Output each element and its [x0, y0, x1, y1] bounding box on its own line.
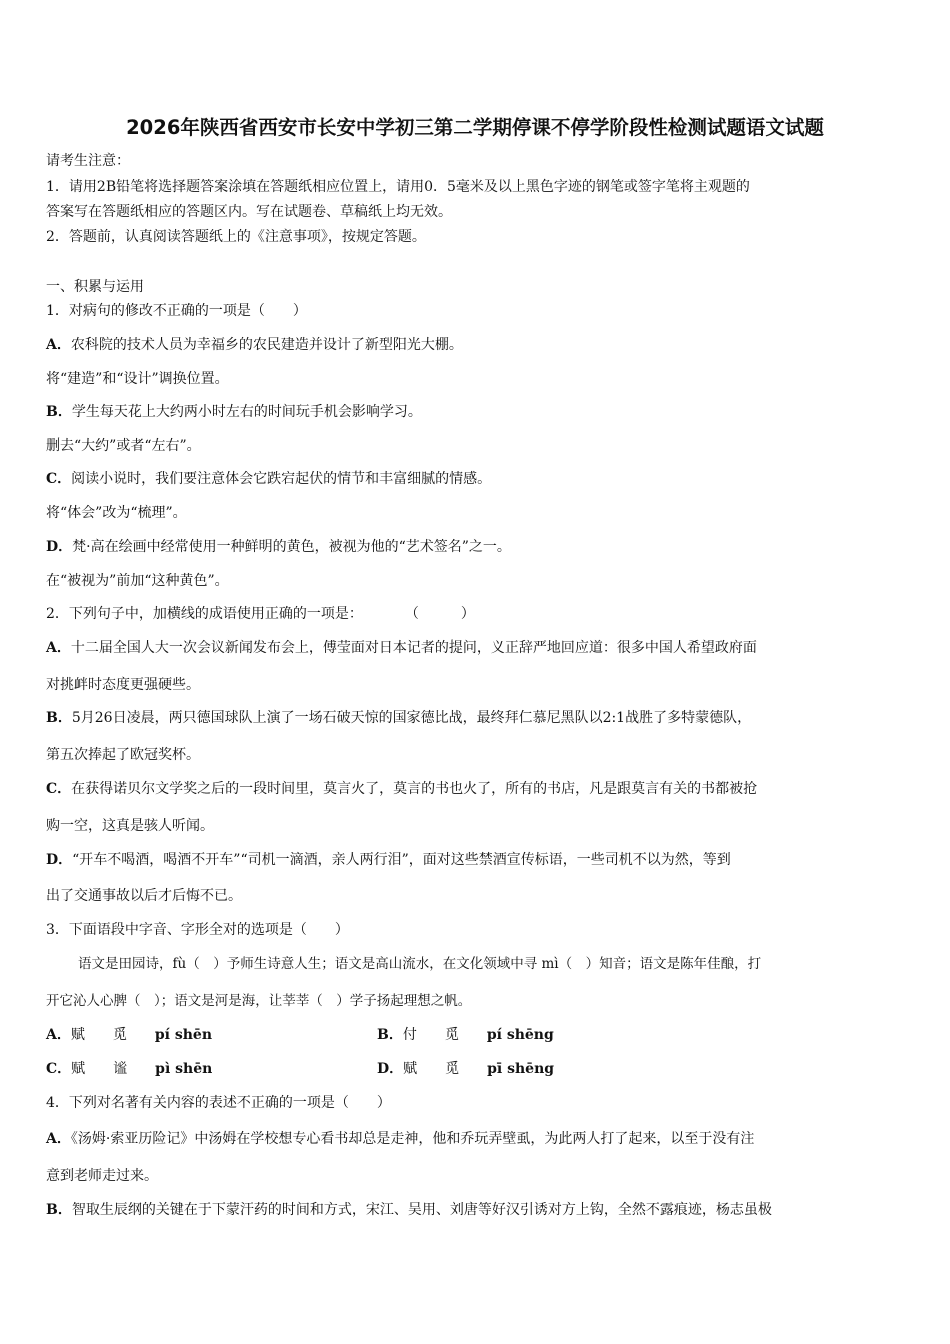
- option-label: C．: [46, 1061, 72, 1077]
- q1-option-c-fix: 将“体会”改为“梳理”。: [46, 505, 187, 521]
- option-label: A．: [46, 1027, 71, 1043]
- q1-option-b: B．学生每天花上大约两小时左右的时间玩手机会影响学习。: [46, 404, 422, 420]
- notice-item-1b: 答案写在答题纸相应的答题区内。写在试题卷、草稿纸上均无效。: [46, 204, 452, 220]
- question-1: 1．对病句的修改不正确的一项是（ ）: [46, 303, 307, 319]
- option-pinyin: pí shēng: [486, 1027, 554, 1043]
- option-char-2: 觅: [112, 1027, 127, 1043]
- option-char-1: 付: [402, 1027, 417, 1043]
- option-pinyin: pì shēn: [155, 1061, 213, 1077]
- q3-option-b: [377, 1025, 554, 1045]
- q1-option-d: D．梵·高在绘画中经常使用一种鲜明的黄色，被视为他的“艺术签名”之一。: [46, 539, 511, 555]
- q1-option-a: A．农科院的技术人员为幸福乡的农民建造并设计了新型阳光大棚。: [46, 337, 463, 353]
- question-4: 4．下列对名著有关内容的表述不正确的一项是（ ）: [46, 1095, 391, 1111]
- option-pinyin: pī shēng: [487, 1061, 555, 1077]
- q2-option-d-line1: D．“开车不喝酒，喝酒不开车”“司机一滴酒，亲人两行泪”，面对这些禁酒宣传标语，一些司机不以为然，等到: [46, 852, 731, 868]
- option-char-2: 谧: [113, 1061, 128, 1077]
- q1-option-a-fix: 将“建造”和“设计”调换位置。: [46, 371, 229, 387]
- q2-option-a-line2: 对挑衅时态度更强硬些。: [46, 677, 200, 693]
- option-char-2: 觅: [444, 1027, 459, 1043]
- q2-option-a-line1: A．十二届全国人大一次会议新闻发布会上，傅莹面对日本记者的提问，义正辞严地回应道：很多中国人希望政府面: [46, 640, 757, 656]
- q2-option-c-line1: C．在获得诺贝尔文学奖之后的一段时间里，莫言火了，莫言的书也火了，所有的书店，凡是跟莫言有关的书都被抢: [46, 781, 758, 797]
- question-2: 2．下列句子中，加横线的成语使用正确的一项是： （ ）: [46, 606, 475, 622]
- q4-option-a-line1: A．《汤姆·索亚历险记》中汤姆在学校想专心看书却总是走神，他和乔玩弄壁虱，为此两人打了起来，以至于没有注: [46, 1131, 755, 1147]
- q3-option-c: [46, 1059, 212, 1079]
- notice-heading: 请考生注意：: [46, 153, 130, 169]
- q4-option-a-line2: 意到老师走过来。: [46, 1168, 158, 1184]
- notice-item-1a: 1．请用2B铅笔将选择题答案涂填在答题纸相应位置上，请用0．5毫米及以上黑色字迹的钢笔或签字笔将主观题的: [46, 179, 750, 195]
- section-heading: 一、积累与运用: [46, 279, 144, 295]
- q2-option-b-line1: B．5月26日凌晨，两只德国球队上演了一场石破天惊的国家德比战，最终拜仁慕尼黑队以2:1战胜了多特蒙德队，: [46, 710, 752, 726]
- option-label: B．: [377, 1027, 403, 1043]
- question-3: 3．下面语段中字音、字形全对的选项是（ ）: [46, 922, 349, 938]
- q1-option-d-fix: 在“被视为”前加“这种黄色”。: [46, 573, 229, 589]
- q3-option-d: [377, 1059, 554, 1079]
- q1-option-c: C．阅读小说时，我们要注意体会它跌宕起伏的情节和丰富细腻的情感。: [46, 471, 492, 487]
- option-char-1: 赋: [70, 1027, 85, 1043]
- q2-option-c-line2: 购一空，这真是骇人听闻。: [46, 818, 214, 834]
- q3-passage-line1: 语文是田园诗，fù（ ）予师生诗意人生；语文是高山流水，在文化领域中寻 mì（ ）知音；语文是陈年佳酿，打: [78, 956, 762, 972]
- option-pinyin: pí shēn: [154, 1027, 213, 1043]
- option-label: D．: [377, 1061, 404, 1077]
- q2-option-d-line2: 出了交通事故以后才后悔不已。: [46, 888, 242, 904]
- q3-option-a: [46, 1025, 212, 1045]
- notice-item-2: 2．答题前，认真阅读答题纸上的《注意事项》，按规定答题。: [46, 229, 426, 245]
- q1-option-b-fix: 删去“大约”或者“左右”。: [46, 438, 201, 454]
- option-char-1: 赋: [403, 1061, 418, 1077]
- q2-option-b-line2: 第五次捧起了欧冠奖杯。: [46, 747, 200, 763]
- q4-option-b-line1: B．智取生辰纲的关键在于下蒙汗药的时间和方式，宋江、吴用、刘唐等好汉引诱对方上钩，全然不露痕迹，杨志虽极: [46, 1202, 772, 1218]
- q3-passage-line2: 开它沁人心脾（ ）；语文是河是海，让莘莘（ ）学子扬起理想之帆。: [46, 993, 472, 1009]
- option-char-1: 赋: [71, 1061, 86, 1077]
- page-title: 2026年陕西省西安市长安中学初三第二学期停课不停学阶段性检测试题语文试题: [126, 116, 824, 139]
- option-char-2: 觅: [445, 1061, 460, 1077]
